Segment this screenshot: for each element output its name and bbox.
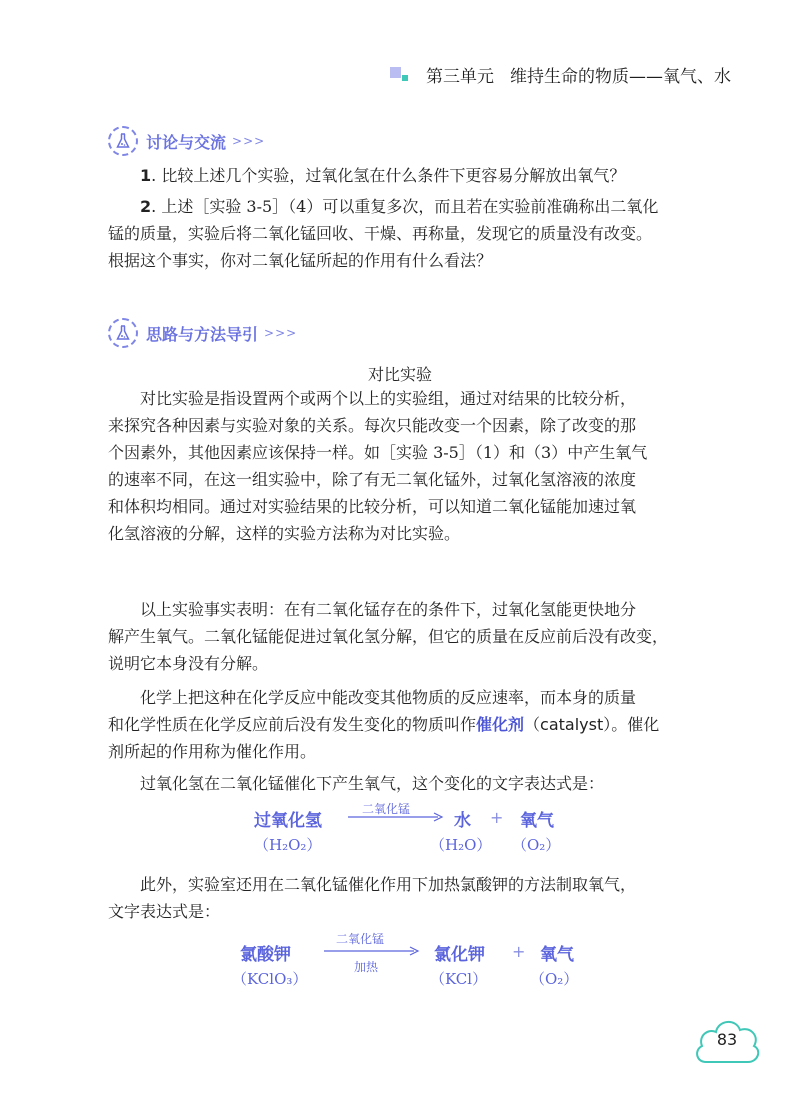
method-subtitle: 对比实验 <box>367 365 432 384</box>
body-paragraph-1: 以上实验事实表明：在有二氧化锰存在的条件下，过氧化氢能更快地分 解产生氧气。二氧化锰能促进过氧化氢分解，但它的质量在反应前后没有改变， 说明它本身没有分解。 <box>108 600 669 673</box>
method-heading <box>108 318 297 348</box>
eq2-arrow-icon <box>324 946 420 956</box>
eq1-reactant-formula: （H₂O₂） <box>254 836 322 854</box>
body-paragraph-3: 过氧化氢在二氧化锰催化下产生氧气，这个变化的文字表达式是： <box>140 774 605 793</box>
eq2-product-1-formula: （KCl） <box>430 970 488 988</box>
eq2-condition-bottom: 加热 <box>354 960 379 974</box>
eq1-condition: 二氧化锰 <box>362 802 411 816</box>
catalyst-term: 催化剂 <box>476 715 525 734</box>
header-title: 维持生命的物质——氧气、水 <box>510 67 731 87</box>
eq1-product-1-formula: （H₂O） <box>430 836 492 854</box>
eq2-product-2-formula: （O₂） <box>530 970 579 988</box>
eq1-plus: + <box>490 808 504 827</box>
discussion-arrows: >>> <box>232 134 266 148</box>
eq2-product-1: 氯化钾 <box>434 945 485 965</box>
eq1-product-2-formula: （O₂） <box>512 836 561 854</box>
method-paragraph: 对比实验是指设置两个或两个以上的实验组，通过对结果的比较分析， 来探究各种因素与实验对象的关系。每次只能改变一个因素，除了改变的那 个因素外，其他因素应该保持一样。如［实验 3-5］（1）和（3）中产生氧气 的速率不同，在这一组实验中，除了有无二氧化锰外，过氧化氢溶液的浓度 和体积均相同。通过对实验结果的比较分析，可以知道二氧化锰能加速过氧 化氢溶液的分解，这样的实验方法称为对比实验。 <box>108 389 648 543</box>
eq1-product-2: 氧气 <box>520 811 554 831</box>
eq2-plus: + <box>512 942 526 961</box>
flask-icon <box>108 318 138 348</box>
discussion-title: 讨论与交流 <box>146 132 227 152</box>
eq2-reactant-formula: （KClO₃） <box>232 970 308 988</box>
running-header <box>390 62 731 87</box>
eq1-reactant: 过氧化氢 <box>254 811 322 831</box>
eq2-reactant: 氯酸钾 <box>240 945 291 965</box>
header-decoration-icon <box>390 67 412 83</box>
discussion-heading <box>108 126 265 156</box>
body-paragraph-4: 此外，实验室还用在二氧化锰催化作用下加热氯酸钾的方法制取氧气， 文字表达式是： <box>108 875 637 921</box>
method-title: 思路与方法导引 <box>146 324 259 344</box>
discussion-question-2: 2. 上述［实验 3-5］（4）可以重复多次，而且若在实验前准确称出二氧化 锰的质量，实验后将二氧化锰回收、干燥、再称量，发现它的质量没有改变。 根据这个事实，你对二氧化锰所起的作用有什么看法？ <box>108 197 659 270</box>
discussion-question-1: 1. 比较上述几个实验，过氧化氢在什么条件下更容易分解放出氧气？ <box>140 166 626 185</box>
method-arrows: >>> <box>264 326 298 340</box>
eq2-condition-top: 二氧化锰 <box>336 932 385 946</box>
eq1-product-1: 水 <box>454 811 471 831</box>
flask-icon <box>108 126 138 156</box>
page-number: 83 <box>716 1030 738 1049</box>
eq2-product-2: 氧气 <box>540 945 574 965</box>
eq1-arrow-icon <box>348 812 444 822</box>
header-unit: 第三单元 <box>426 67 494 87</box>
body-paragraph-2: 化学上把这种在化学反应中能改变其他物质的反应速率，而本身的质量 和化学性质在化学反应前后没有发生变化的物质叫作催化剂（catalyst）。催化 剂所起的作用称为催化作用。 <box>108 688 660 761</box>
